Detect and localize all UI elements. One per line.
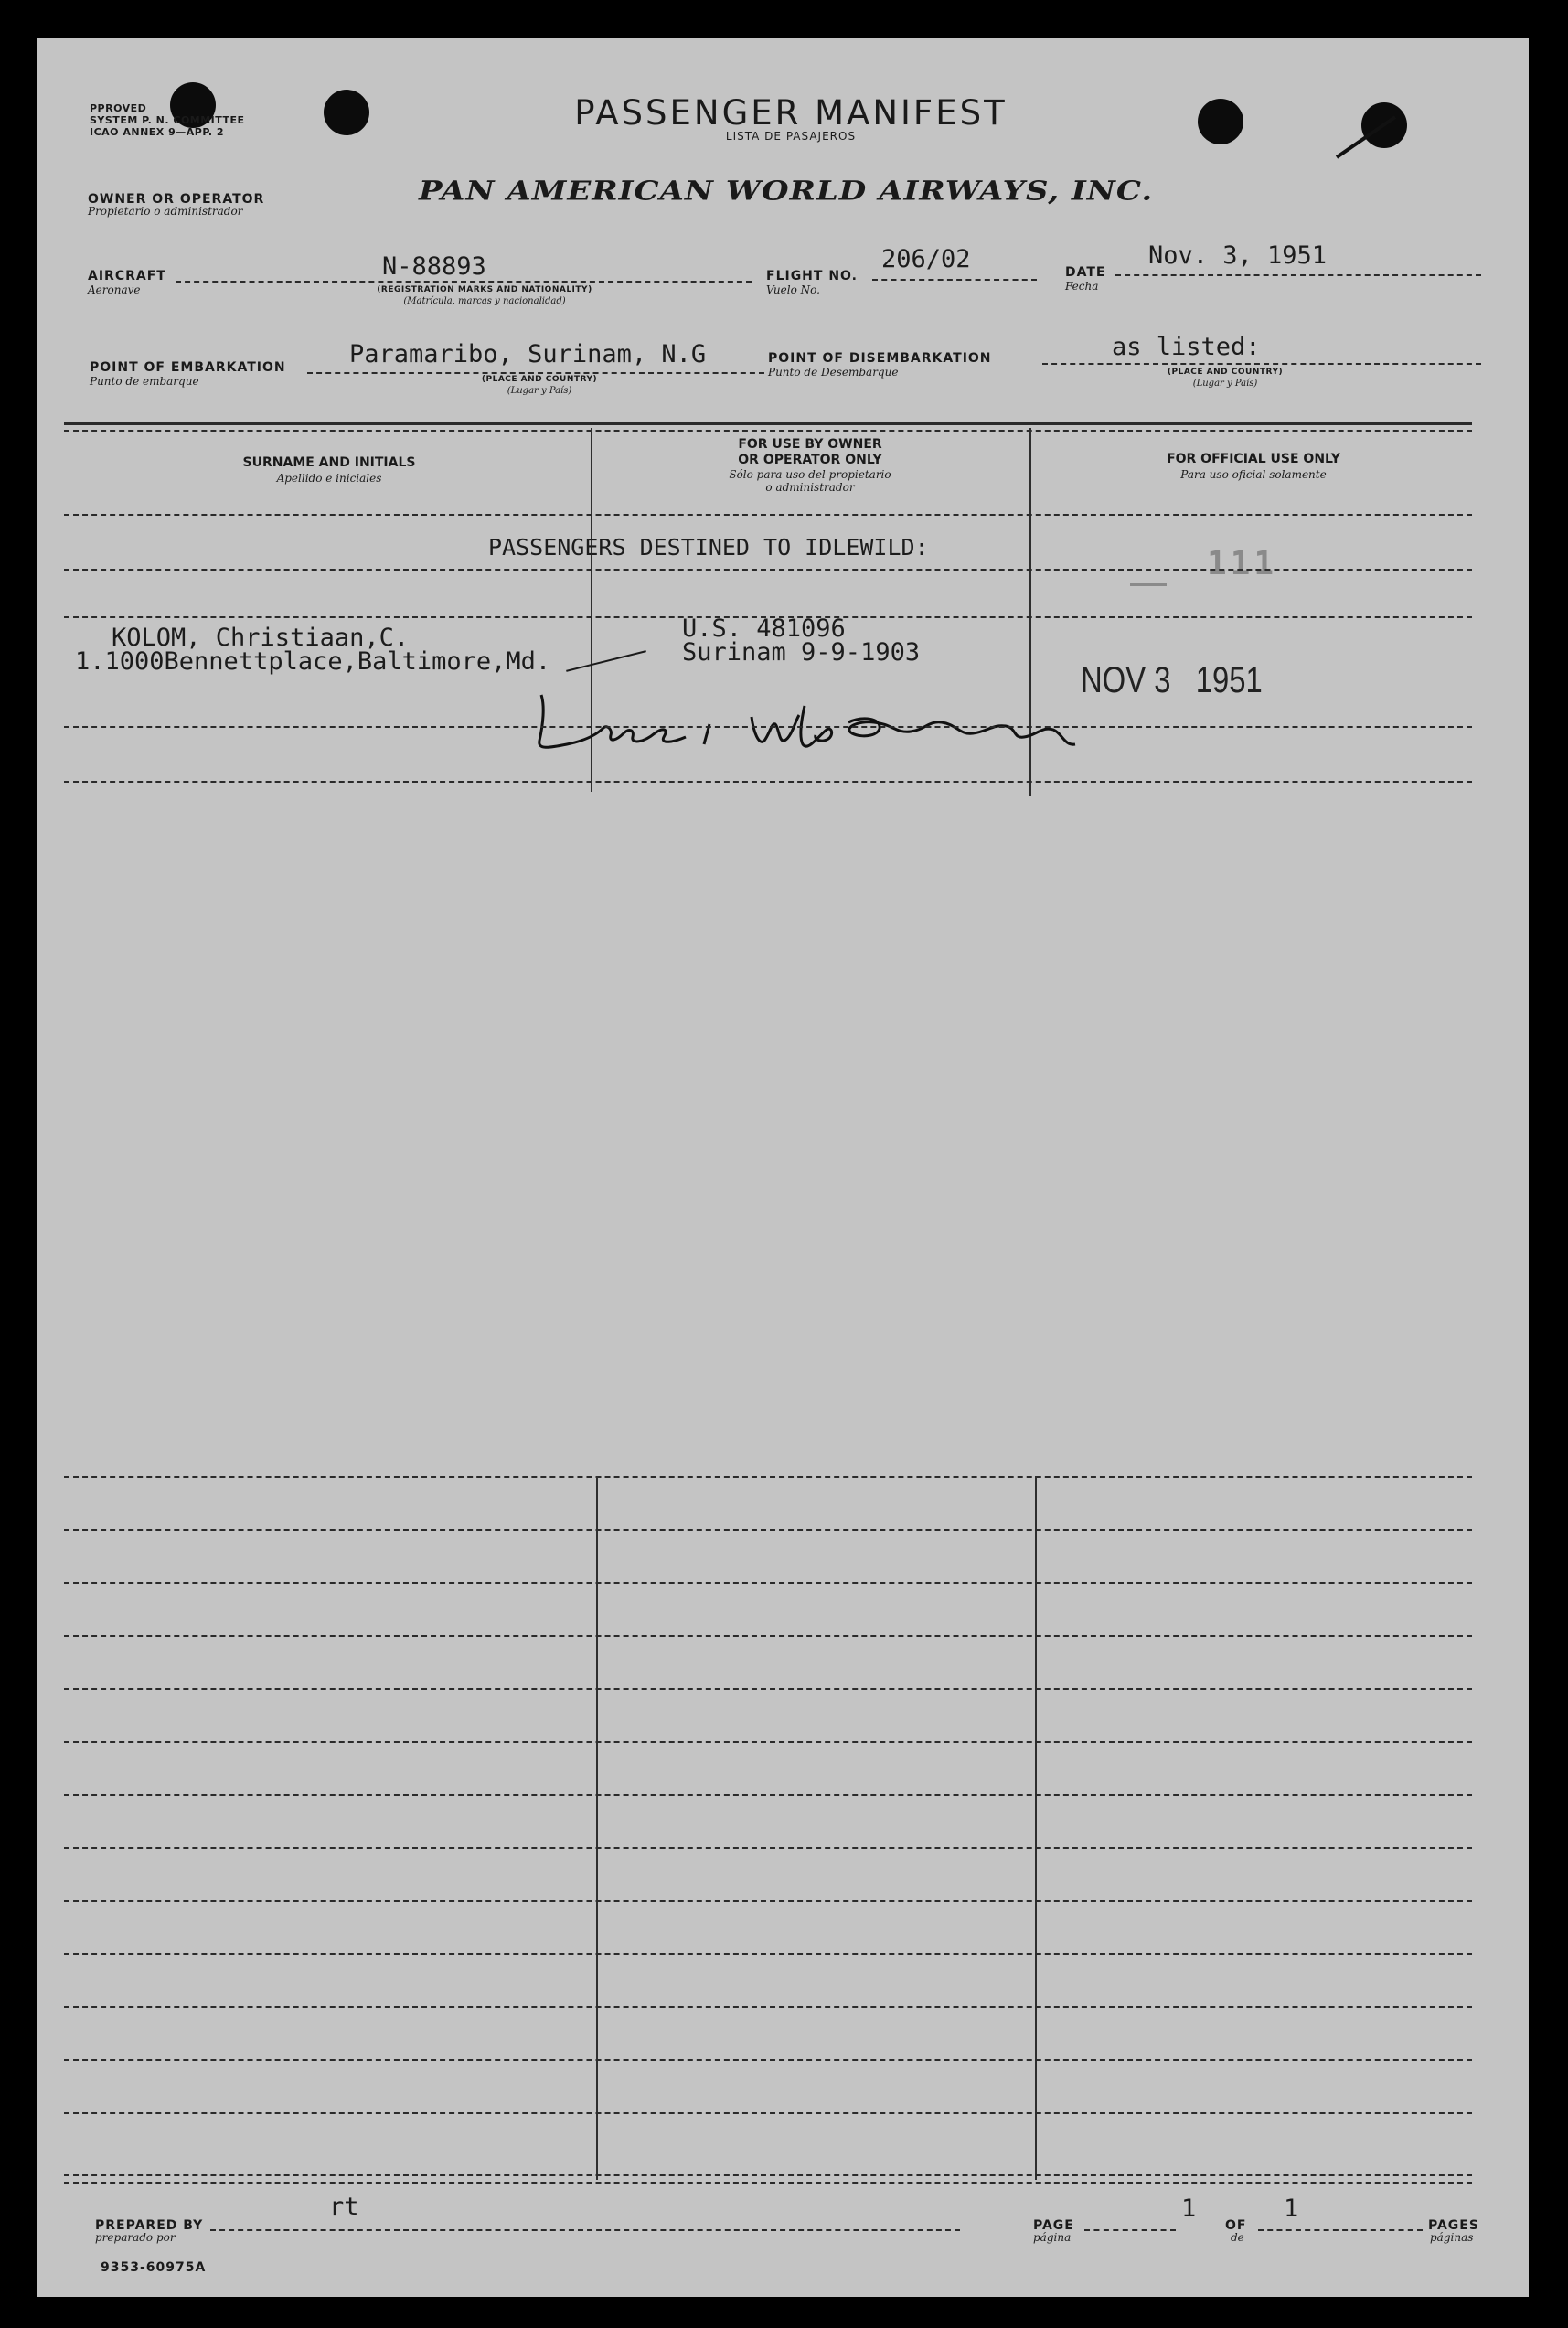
aircraft-line — [176, 281, 752, 283]
approval-line: ICAO ANNEX 9—APP. 2 — [90, 126, 225, 138]
pen-stroke-mark — [1331, 101, 1423, 165]
of-label: OF — [1225, 2218, 1247, 2233]
page-title: PASSENGER MANIFEST — [574, 93, 1008, 133]
lower-table-rule — [64, 2174, 1472, 2176]
lower-table-rule — [64, 1847, 1472, 1849]
flight-label: FLIGHT NO. — [766, 269, 858, 283]
col-head-owner-line: FOR USE BY OWNER — [738, 437, 882, 452]
lower-table-rule — [64, 2059, 1472, 2061]
col-head-official-es: Para uso oficial solamente — [1180, 468, 1327, 481]
owner-label-es: Propietario o administrador — [88, 205, 243, 218]
form-number: 9353-60975A — [101, 2260, 207, 2275]
page-title-es: LISTA DE PASAJEROS — [725, 130, 857, 143]
passenger-name: KOLOM, Christiaan,C. — [112, 624, 410, 652]
lower-table-rule — [64, 1529, 1472, 1531]
disembark-value: as listed: — [1112, 333, 1261, 361]
operator-name: PAN AMERICAN WORLD AIRWAYS, INC. — [419, 176, 1154, 207]
table-row-rule — [64, 726, 1472, 728]
disembark-sub-es: (Lugar y País) — [1192, 379, 1258, 389]
table-top-rule — [64, 422, 1472, 425]
of-label-es: de — [1231, 2231, 1244, 2244]
disembark-label: POINT OF DISEMBARKATION — [768, 351, 992, 366]
embark-label: POINT OF EMBARKATION — [90, 360, 286, 375]
embark-sub: (PLACE AND COUNTRY) — [481, 375, 598, 384]
pages-label-es: páginas — [1430, 2231, 1474, 2244]
lower-table-rule — [64, 1635, 1472, 1637]
lower-table-rule — [64, 1794, 1472, 1796]
lower-table-rule — [64, 1582, 1472, 1584]
table-top-rule-2 — [64, 430, 1472, 432]
flight-label-es: Vuelo No. — [766, 283, 820, 296]
embark-value: Paramaribo, Surinam, N.G — [349, 340, 707, 368]
lower-table-top-rule — [64, 1476, 1472, 1478]
handwritten-signature — [512, 669, 1097, 797]
total-pages-value: 1 — [1284, 2195, 1299, 2223]
col-head-name-es: Apellido e iniciales — [276, 472, 382, 485]
table-header-rule — [64, 514, 1472, 516]
manifest-sheet — [37, 38, 1529, 2297]
total-pages-line — [1258, 2229, 1423, 2231]
lower-table-rule — [64, 2006, 1472, 2008]
section-note: PASSENGERS DESTINED TO IDLEWILD: — [488, 534, 929, 561]
page-line — [1084, 2229, 1176, 2231]
prepared-line — [210, 2229, 960, 2231]
punch-hole — [1198, 99, 1243, 144]
lower-table-rule — [64, 1900, 1472, 1902]
lower-table-rule — [64, 1953, 1472, 1955]
official-mark-dash — [1130, 583, 1167, 586]
prepared-label-es: preparado por — [95, 2231, 176, 2244]
col-head-official: FOR OFFICIAL USE ONLY — [1167, 452, 1340, 466]
disembark-sub: (PLACE AND COUNTRY) — [1167, 368, 1284, 377]
aircraft-sub: (REGISTRATION MARKS AND NATIONALITY) — [377, 285, 592, 294]
lower-table-bottom-rule — [64, 2182, 1472, 2184]
page-value: 1 — [1181, 2195, 1197, 2223]
lower-table-rule — [64, 1688, 1472, 1690]
aircraft-value: N-88893 — [382, 252, 486, 281]
flight-line — [872, 279, 1037, 281]
page-label-es: página — [1033, 2231, 1072, 2244]
disembark-line — [1042, 363, 1481, 365]
approval-line: SYSTEM P. N. COMMITTEE — [90, 114, 245, 126]
date-line — [1115, 274, 1481, 276]
date-value: Nov. 3, 1951 — [1148, 241, 1328, 270]
disembark-label-es: Punto de Desembarque — [768, 366, 899, 379]
lower-table-rule — [64, 2112, 1472, 2114]
passenger-address: 1.1000Bennettplace,Baltimore,Md. — [75, 647, 551, 676]
aircraft-label: AIRCRAFT — [88, 269, 166, 283]
aircraft-sub-es: (Matrícula, marcas y nacionalidad) — [403, 296, 566, 306]
approval-line: PPROVED — [90, 102, 147, 114]
passenger-birth: Surinam 9-9-1903 — [682, 638, 921, 667]
page-label: PAGE — [1033, 2218, 1074, 2233]
table-row-rule — [64, 569, 1472, 571]
date-label: DATE — [1065, 265, 1106, 280]
owner-label: OWNER OR OPERATOR — [88, 192, 265, 207]
date-label-es: Fecha — [1065, 280, 1099, 293]
embark-sub-es: (Lugar y País) — [507, 386, 572, 396]
embark-label-es: Punto de embarque — [90, 375, 199, 388]
flight-value: 206/02 — [881, 245, 971, 273]
table-row-rule — [64, 781, 1472, 783]
punch-hole — [324, 90, 369, 135]
official-date-stamp: NOV 3 1951 — [1081, 660, 1263, 700]
prepared-label: PREPARED BY — [95, 2218, 204, 2233]
prepared-value: rt — [329, 2193, 359, 2221]
lower-table-rule — [64, 1741, 1472, 1743]
col-head-name: SURNAME AND INITIALS — [242, 455, 416, 470]
pages-label: PAGES — [1428, 2218, 1479, 2233]
col-head-owner-es-line: Sólo para uso del propietario — [729, 468, 891, 481]
aircraft-label-es: Aeronave — [88, 283, 141, 296]
col-head-owner-line: OR OPERATOR ONLY — [738, 453, 882, 467]
approval-block — [90, 102, 245, 138]
col-head-owner-es-line: o administrador — [765, 481, 855, 494]
passenger-document: U.S. 481096 — [682, 614, 846, 643]
col-head-owner — [591, 437, 1029, 494]
official-mark: 111 — [1207, 545, 1278, 582]
embark-line — [307, 372, 764, 374]
